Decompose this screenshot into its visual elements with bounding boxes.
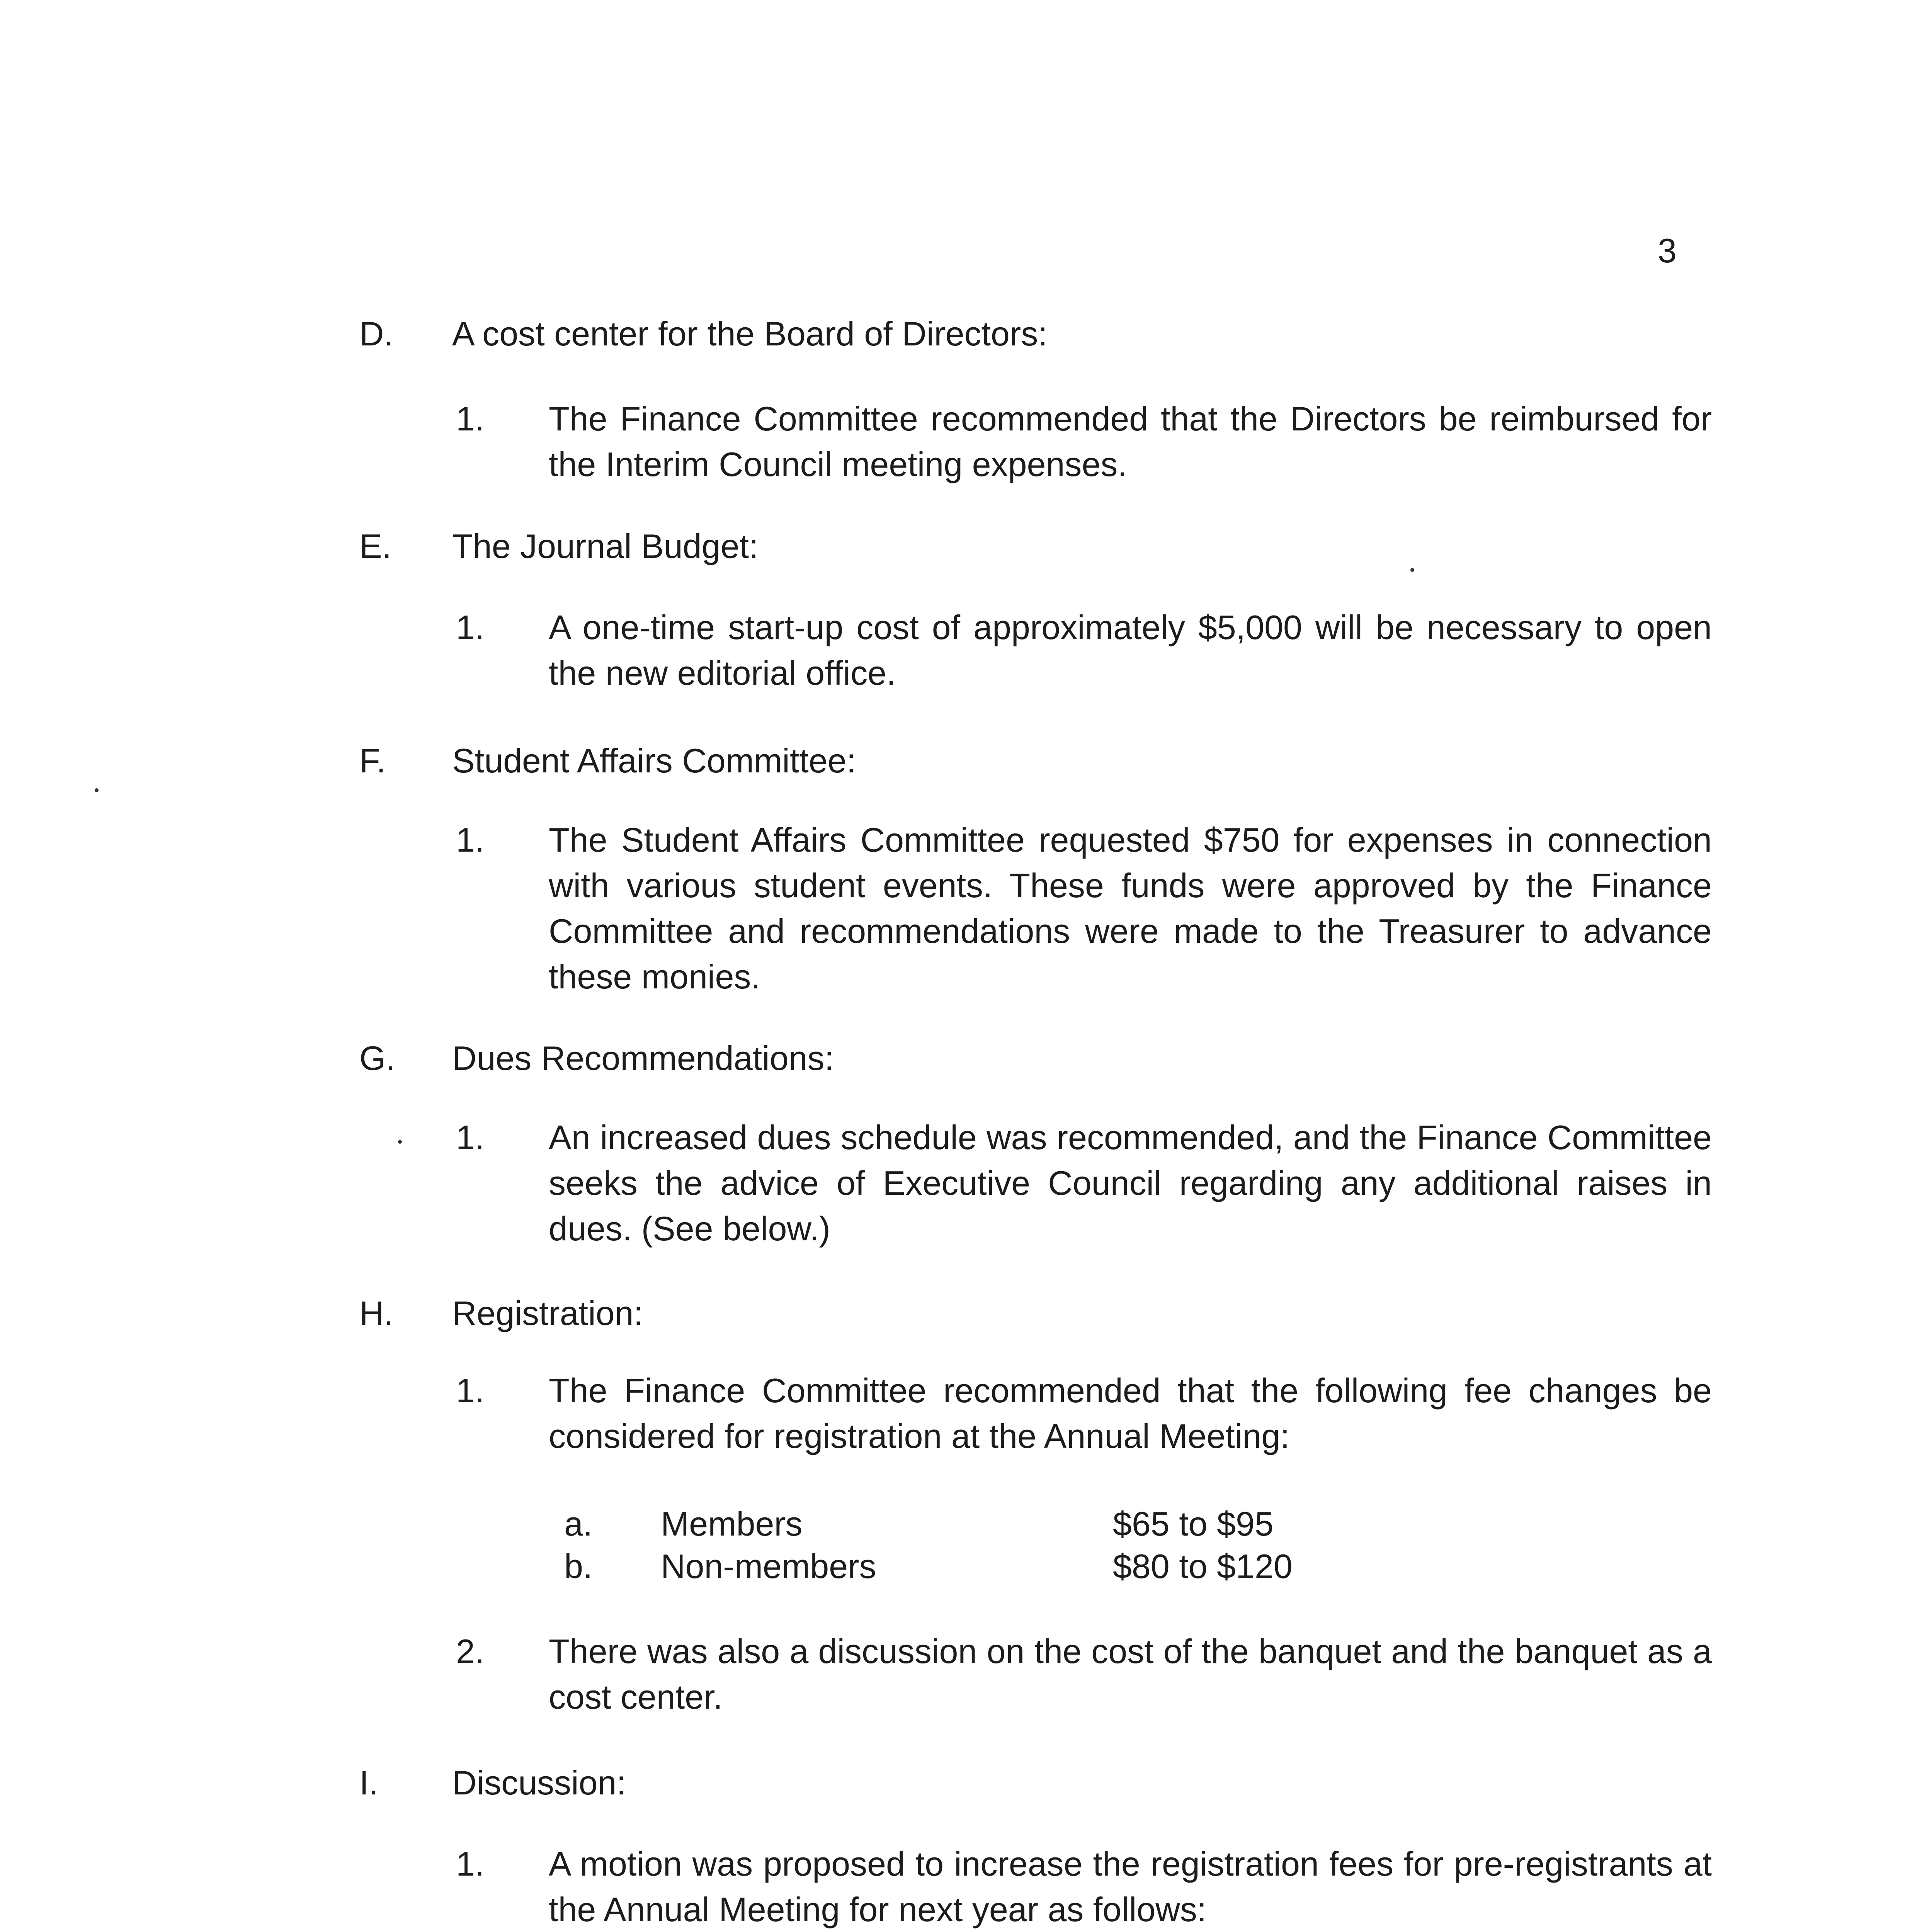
item-text: A motion was proposed to increase the registration fees for pre-registrants at the Annual Meeting for next year as follows:: [549, 1845, 1712, 1929]
section-heading: Student Affairs Committee:: [452, 742, 856, 780]
row-name: Non-members: [661, 1547, 876, 1585]
section-letter: H.: [359, 1294, 393, 1332]
item-number: 1.: [456, 1845, 485, 1883]
item-text: An increased dues schedule was recommended, and the Finance Committee seeks the advice of Executive Council regarding any additional raises in dues. (See below.): [549, 1118, 1712, 1248]
scan-speck: [398, 1140, 402, 1144]
section-heading: Discussion:: [452, 1764, 626, 1802]
item-text: The Finance Committee recommended that the Directors be reimbursed for the Interim Council meeting expenses.: [549, 400, 1712, 483]
section-letter: D.: [359, 315, 393, 353]
row-label: a.: [564, 1505, 593, 1543]
item-text: A one-time start-up cost of approximately $5,000 will be necessary to open the new editorial office.: [549, 608, 1712, 692]
item-text: There was also a discussion on the cost of the banquet and the banquet as a cost center.: [549, 1632, 1712, 1716]
item-number: 2.: [456, 1632, 485, 1670]
section-heading: The Journal Budget:: [452, 527, 759, 565]
item-number: 1.: [456, 1371, 485, 1410]
scan-speck: [95, 788, 99, 792]
row-label: b.: [564, 1547, 593, 1585]
item-number: 1.: [456, 821, 485, 859]
scan-speck: [1410, 568, 1414, 572]
fee-change-row: [564, 1544, 1337, 1589]
section-letter: E.: [359, 527, 392, 565]
row-value: $80 to $120: [1113, 1547, 1293, 1585]
item-number: 1.: [456, 1118, 485, 1156]
item-number: 1.: [456, 608, 485, 646]
item-number: 1.: [456, 400, 485, 438]
section-heading: Registration:: [452, 1294, 643, 1332]
row-name: Members: [661, 1505, 803, 1543]
item-text: The Finance Committee recommended that the following fee changes be considered for registration at the Annual Meeting:: [549, 1371, 1712, 1455]
section-heading: A cost center for the Board of Directors:: [452, 315, 1048, 353]
fee-change-row: [564, 1501, 1337, 1547]
section-letter: G.: [359, 1039, 395, 1077]
page-number: 3: [1658, 231, 1677, 270]
section-heading: Dues Recommendations:: [452, 1039, 834, 1077]
section-letter: F.: [359, 742, 386, 780]
row-value: $65 to $95: [1113, 1505, 1274, 1543]
section-letter: I.: [359, 1764, 378, 1802]
item-text: The Student Affairs Committee requested $750 for expenses in connection with various student events. These funds were approved by the Finance Committee and recommendations were made to the Treasurer to advance these monies.: [549, 821, 1712, 996]
